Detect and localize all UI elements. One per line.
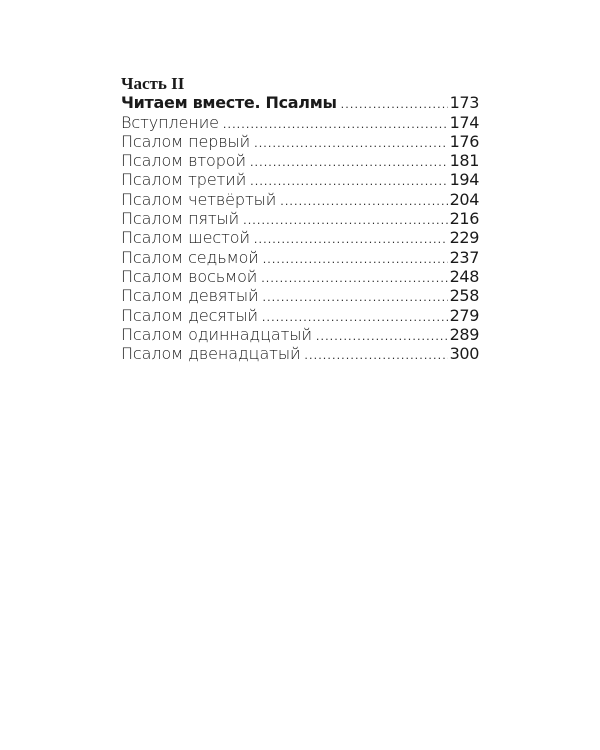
dot-leader bbox=[250, 172, 448, 191]
toc-entry-page: 237 bbox=[449, 247, 479, 267]
dot-leader bbox=[263, 288, 448, 307]
toc-entry[interactable] bbox=[121, 190, 479, 209]
toc-entry-title: Псалом четвёртый bbox=[121, 189, 277, 209]
toc-entry-page: 289 bbox=[449, 324, 479, 344]
dot-leader bbox=[250, 153, 448, 172]
dot-leader bbox=[304, 346, 447, 365]
dot-leader bbox=[254, 230, 448, 249]
toc-entry-title: Псалом пятый bbox=[121, 209, 240, 229]
toc-entry-title: Псалом восьмой bbox=[121, 266, 258, 286]
toc-entry-title: Псалом шестой bbox=[121, 228, 250, 248]
toc-entry[interactable] bbox=[121, 113, 479, 132]
dot-leader bbox=[263, 250, 448, 269]
toc-entry[interactable] bbox=[121, 306, 479, 325]
toc-entry-title: Читаем вместе. Псалмы bbox=[121, 93, 337, 113]
toc-entry-page: 300 bbox=[449, 344, 479, 364]
toc-entry-page: 204 bbox=[449, 189, 479, 209]
toc-entry-title: Псалом девятый bbox=[121, 286, 259, 306]
toc-entry-title: Псалом двенадцатый bbox=[121, 344, 301, 364]
dot-leader bbox=[223, 115, 448, 134]
toc-entry-title: Псалом первый bbox=[121, 131, 251, 151]
toc-entry-page: 194 bbox=[449, 170, 479, 190]
part-heading: Часть II bbox=[121, 74, 185, 93]
toc-entry-page: 258 bbox=[449, 286, 479, 306]
toc-entry[interactable] bbox=[121, 151, 479, 170]
toc-entry-title: Псалом седьмой bbox=[121, 247, 259, 267]
toc-entry-page: 216 bbox=[449, 209, 479, 229]
dot-leader bbox=[243, 211, 448, 230]
toc-entry-title: Псалом третий bbox=[121, 170, 247, 190]
toc-entry[interactable] bbox=[121, 325, 479, 344]
toc-entry-page: 229 bbox=[449, 228, 479, 248]
toc-entry-title: Вступление bbox=[121, 112, 219, 132]
toc-entry-page: 176 bbox=[449, 131, 479, 151]
dot-leader bbox=[316, 327, 448, 346]
toc-entry[interactable] bbox=[121, 248, 479, 267]
dot-leader bbox=[280, 192, 447, 211]
toc-entry-page: 248 bbox=[449, 266, 479, 286]
toc-entry[interactable] bbox=[121, 286, 479, 305]
toc-entry[interactable] bbox=[121, 132, 479, 151]
dot-leader bbox=[341, 95, 448, 114]
toc-entry[interactable] bbox=[121, 267, 479, 286]
toc-entry-title: Псалом одиннадцатый bbox=[121, 324, 312, 344]
toc-entry[interactable] bbox=[121, 228, 479, 247]
toc-entry-page: 181 bbox=[449, 151, 479, 171]
toc-entry-title: Псалом десятый bbox=[121, 305, 258, 325]
toc-entry-page: 174 bbox=[449, 112, 479, 132]
table-of-contents bbox=[121, 74, 479, 363]
toc-entry-title: Псалом второй bbox=[121, 151, 246, 171]
toc-entry-page: 279 bbox=[449, 305, 479, 325]
toc-entry-section[interactable] bbox=[121, 93, 479, 112]
toc-entry[interactable] bbox=[121, 170, 479, 189]
toc-entry[interactable] bbox=[121, 209, 479, 228]
dot-leader bbox=[254, 134, 448, 153]
toc-entry-page: 173 bbox=[449, 93, 479, 113]
dot-leader bbox=[261, 269, 447, 288]
toc-entry[interactable] bbox=[121, 344, 479, 363]
